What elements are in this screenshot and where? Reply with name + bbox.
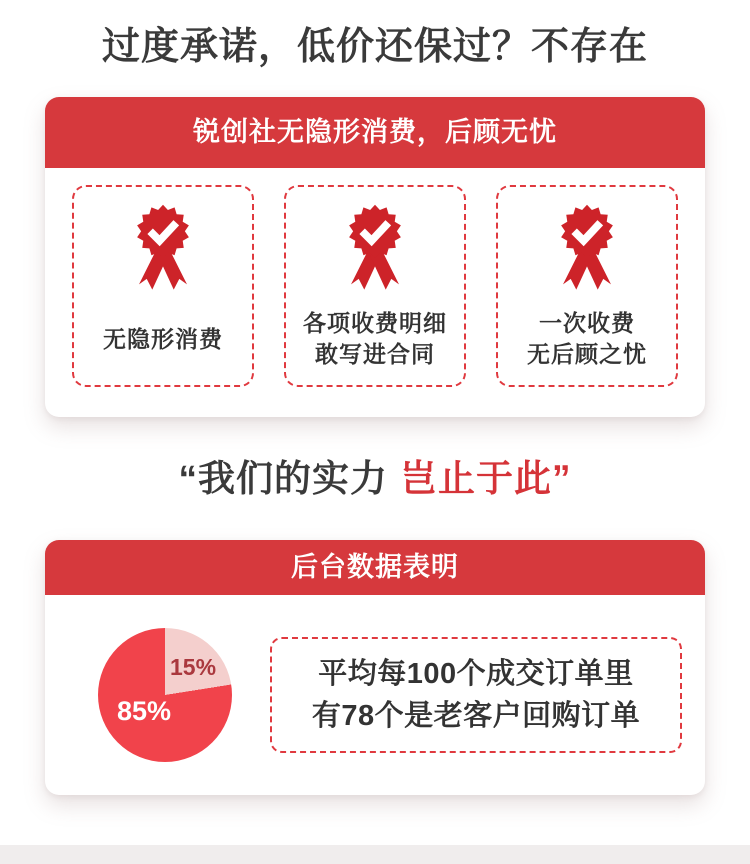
bottom-spacer [0, 795, 750, 845]
pledge-item-no-hidden-fees [72, 185, 254, 387]
data-card-body [45, 595, 705, 795]
pledge-label [303, 293, 447, 385]
pledge-line: 各项收费明细 [303, 310, 447, 336]
pledge-item-fees-in-contract [284, 185, 466, 387]
pie-label-85: 85% [117, 696, 172, 726]
backend-data-card [45, 540, 705, 795]
pledge-list [45, 168, 705, 417]
award-ribbon-icon [120, 197, 206, 293]
repurchase-pie-chart [98, 628, 232, 762]
page-title: 过度承诺，低价还保过？不存在 [101, 26, 648, 68]
pledge-line: 无隐形消费 [103, 325, 223, 352]
no-hidden-fees-card [45, 97, 705, 417]
stat-note-line: 平均每100个成交订单里 [318, 658, 634, 690]
award-ribbon-icon [544, 197, 630, 293]
pledge-label [527, 293, 647, 385]
stat-note-line: 有78个是老客户回购订单 [311, 700, 641, 732]
strength-headline-prefix: “我们的实力 [178, 458, 388, 499]
pie-label-15: 15% [170, 654, 217, 680]
pledge-line: 无后顾之忧 [527, 341, 647, 367]
strength-headline [0, 453, 750, 505]
promise-card-banner: 锐创社无隐形消费，后顾无忧 [45, 97, 705, 168]
data-card-banner: 后台数据表明 [45, 540, 705, 595]
pledge-label [103, 293, 223, 385]
award-ribbon-icon [332, 197, 418, 293]
stat-note-box [270, 637, 682, 753]
pledge-item-one-time-fee [496, 185, 678, 387]
strength-headline-highlight: 岂止于此” [400, 458, 572, 499]
next-section-edge [0, 845, 750, 864]
pledge-line: 敢写进合同 [315, 341, 435, 367]
pledge-line: 一次收费 [539, 310, 635, 336]
